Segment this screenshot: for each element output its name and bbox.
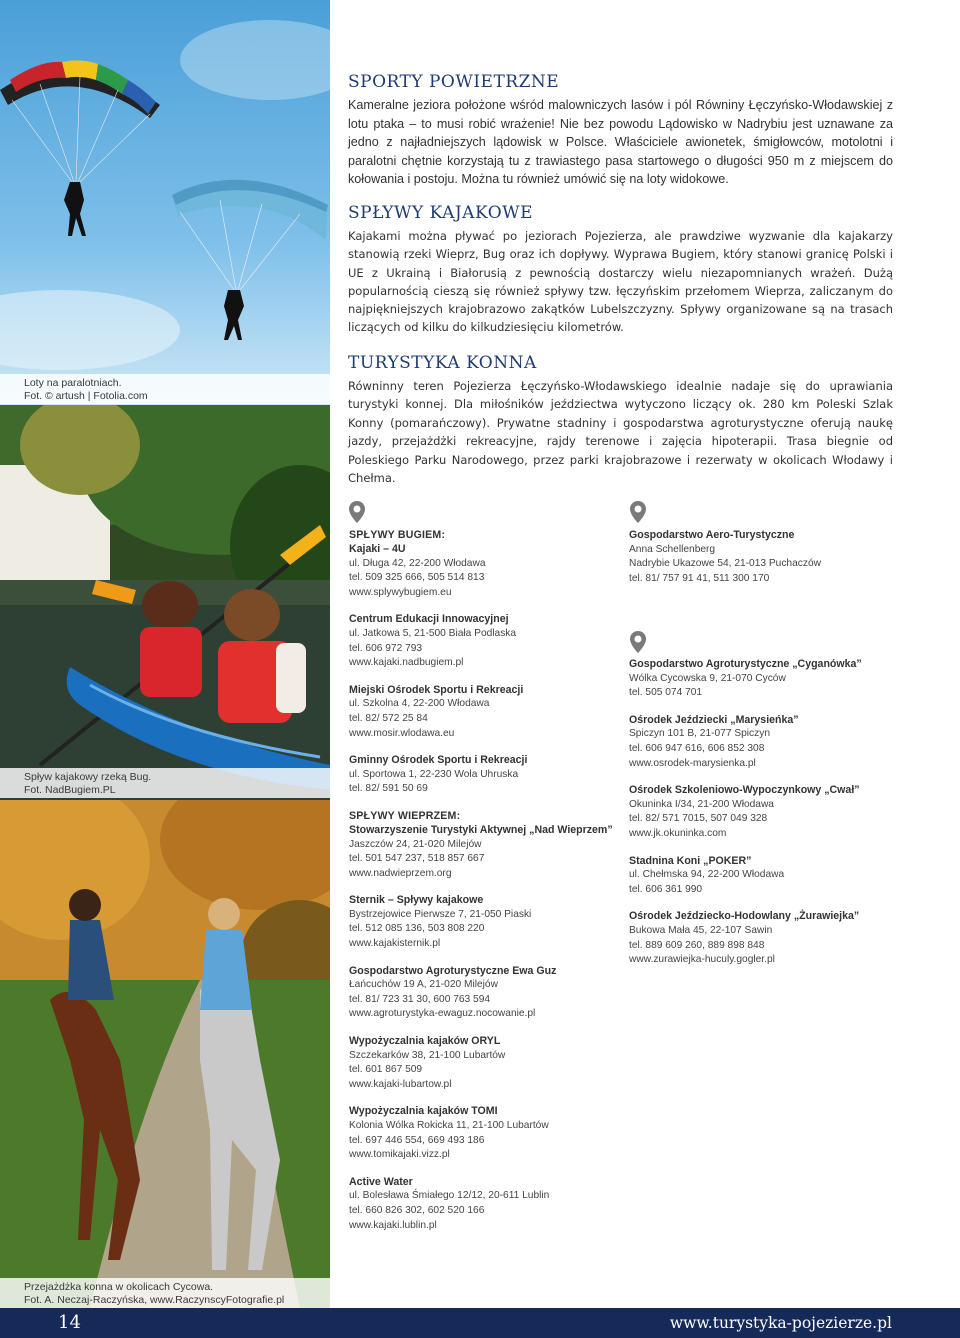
section-body: Kameralne jeziora położone wśród malowniczych lasów i pól Równiny Łęczyńsko-Włodawskiej z lotu ptaka – to musi robić wrażenie! Nie bez powodu Lądowisko w Nadrybiu jest uznawane za jedno z najładniejszych lądowisk w Polsce. Właściciele awionetek, śmigłowców, motolotni i paralotni chętnie korzystają tu z trawiastego pasa startowego o długości 950 m z miejscem do kołowania i postoju. Można tu również umówić się na loty widokowe. <box>348 98 893 187</box>
listing-entry <box>629 783 899 841</box>
listing-detail: tel. 82/ 571 7015, 507 049 328 <box>629 813 768 825</box>
listing-entry <box>629 528 899 586</box>
listing-name: Wypożyczalnia kajaków TOMI <box>349 1105 498 1118</box>
listing-detail: ul. Szkolna 4, 22-200 Włodawa <box>349 698 490 710</box>
listing-detail: Jaszczów 24, 21-020 Milejów <box>349 838 482 850</box>
listing-detail: Wólka Cycowska 9, 21-070 Cyców <box>629 672 786 684</box>
listing-entry <box>629 909 899 967</box>
listing-detail: Spiczyn 101 B, 21-077 Spiczyn <box>629 728 771 740</box>
listing-detail: ul. Długa 42, 22-200 Włodawa <box>349 557 486 569</box>
listing-category: SPŁYWY BUGIEM: <box>349 529 446 541</box>
listing-name: Gminny Ośrodek Sportu i Rekreacji <box>349 754 528 767</box>
listing-name: Gospodarstwo Agroturystyczne „Cyganówka” <box>629 658 862 670</box>
website-link[interactable]: www.turystyka-pojezierze.pl <box>669 1314 892 1332</box>
listing-detail: tel. 606 947 616, 606 852 308 <box>629 742 765 754</box>
listing-name: Active Water <box>349 1175 413 1188</box>
listing-detail: tel. 606 972 793 <box>349 642 423 654</box>
section-air-sports <box>348 72 893 189</box>
listing-website-link[interactable]: www.zurawiejka-huculy.gogler.pl <box>629 954 775 966</box>
listing-detail: tel. 697 446 554, 669 493 186 <box>349 1134 485 1146</box>
listing-detail: tel. 82/ 572 25 84 <box>349 712 428 724</box>
section-kayaking <box>348 203 893 337</box>
listing-name: Ośrodek Jeździecki „Marysieńka” <box>629 713 799 726</box>
listing-website-link[interactable]: www.splywybugiem.eu <box>349 586 452 598</box>
section-title: SPŁYWY KAJAKOWE <box>348 203 534 223</box>
listing-detail: tel. 81/ 723 31 30, 600 763 594 <box>349 993 491 1005</box>
listing-detail: tel. 81/ 757 91 41, 511 300 170 <box>629 572 770 584</box>
location-pin-icon <box>348 500 366 524</box>
listing-detail: tel. 660 826 302, 602 520 166 <box>349 1204 485 1216</box>
caption-line: Spływ kajakowy rzeką Bug. <box>24 771 152 783</box>
listing-detail: tel. 82/ 591 50 69 <box>349 783 428 795</box>
listing-website-link[interactable]: www.agroturystyka-ewaguz.nocowanie.pl <box>349 1008 536 1020</box>
location-pin-icon <box>629 630 647 654</box>
page-footer <box>0 1308 960 1338</box>
listing-entry <box>349 1104 619 1162</box>
photo-caption-paragliding <box>0 374 330 404</box>
listing-entry <box>629 713 899 771</box>
horse-riding-photo <box>0 800 330 1308</box>
listing-detail: ul. Chełmska 94, 22-200 Włodawa <box>629 869 785 881</box>
caption-credit: Fot. © artush | Fotolia.com <box>24 390 148 402</box>
listing-name: Sternik – Spływy kajakowe <box>349 894 484 907</box>
listing-detail: Nadrybie Ukazowe 54, 21-013 Puchaczów <box>629 558 821 570</box>
caption-line: Przejażdżka konna w okolicach Cycowa. <box>24 1281 214 1293</box>
listing-entry <box>349 1034 619 1092</box>
listing-detail: Okuninka I/34, 21-200 Włodawa <box>629 798 774 810</box>
listing-detail: tel. 501 547 237, 518 857 667 <box>349 853 485 865</box>
listing-detail: Anna Schellenberg <box>629 543 716 555</box>
listing-detail: ul. Sportowa 1, 22-230 Wola Uhruska <box>349 768 519 780</box>
listing-entry <box>629 657 899 701</box>
listing-detail: ul. Jatkowa 5, 21-500 Biała Podlaska <box>349 627 517 639</box>
kayak-rental-listings <box>349 528 619 1245</box>
listing-detail: tel. 601 867 509 <box>349 1064 423 1076</box>
listing-detail: ul. Bolesława Śmiałego 12/12, 20-611 Lublin <box>349 1190 550 1202</box>
listing-name: Ośrodek Szkoleniowo-Wypoczynkowy „Cwał” <box>629 784 860 797</box>
section-body: Kajakami można pływać po jeziorach Pojezierza, ale prawdziwe wyzwanie dla kajakarzy stanowią rzeki Wieprz, Bug oraz ich dopływy. Wyprawa Bugiem, który stanowi granicę Polski i UE z Ukrainą i Białorusią z pewnością dostarczy wielu niezapomnianych wrażeń. Dużą popularnością cieszą się również spływy tzw. łęczyńskim przełomem Wieprza, zaliczanym do najpiękniejszych krajobrazowo zakątków Lubelszczyzny. Spływy organizowane są na trasach liczących od kilku do kilkudziesięciu kilometrów. <box>348 229 893 335</box>
listing-entry <box>349 964 619 1022</box>
listing-name: Ośrodek Jeździecko-Hodowlany „Żurawiejka” <box>629 910 860 923</box>
listing-entry <box>349 683 619 741</box>
listing-website-link[interactable]: www.kajaki.lublin.pl <box>349 1219 437 1231</box>
listing-detail: Kolonia Wólka Rokicka 11, 21-100 Lubartów <box>349 1120 549 1131</box>
listing-name: Gospodarstwo Aero-Turystyczne <box>629 529 795 541</box>
listing-entry <box>349 753 619 797</box>
listing-entry <box>349 1175 619 1233</box>
photo-caption-kayaking <box>0 768 330 798</box>
listing-detail: tel. 889 609 260, 889 898 848 <box>629 939 765 951</box>
listing-detail: tel. 505 074 701 <box>629 687 703 699</box>
listing-detail: tel. 509 325 666, 505 514 813 <box>349 572 485 584</box>
listing-name: Stadnina Koni „POKER” <box>629 854 752 867</box>
section-title: SPORTY POWIETRZNE <box>348 72 560 92</box>
listing-entry <box>349 612 619 670</box>
listing-entry <box>349 809 619 881</box>
page-number: 14 <box>58 1312 81 1333</box>
listing-website-link[interactable]: www.kajaki-lubartow.pl <box>349 1078 452 1090</box>
listing-detail: Szczekarków 38, 21-100 Lubartów <box>349 1049 506 1061</box>
listing-name: Miejski Ośrodek Sportu i Rekreacji <box>349 683 524 696</box>
kayaking-photo <box>0 405 330 800</box>
section-body: Równinny teren Pojezierza Łęczyńsko-Włodawskiego idealnie nadaje się do uprawiania turystyki konnej. Dla miłośników jeździectwa wytyczono liczący ok. 280 km Poleski Szlak Konny (pomarańczowy). Prywatne stadniny i gospodarstwa agroturystyczne oferują naukę jazdy, przejażdżki rekreacyjne, rajdy terenowe i zajęcia hipoterapii. Trasa biegnie od Poleskiego Parku Narodowego, przez parki krajobrazowe i rezerwaty w okolicach Włodawy i Chełma. <box>348 379 893 486</box>
listing-name: Wypożyczalnia kajaków ORYL <box>349 1035 501 1048</box>
paragliding-photo <box>0 0 330 405</box>
listing-name: Stowarzyszenie Turystyki Aktywnej „Nad Wieprzem” <box>349 823 613 836</box>
listing-entry <box>349 893 619 951</box>
listing-detail: Łańcuchów 19 A, 21-020 Milejów <box>349 979 498 991</box>
caption-credit: Fot. NadBugiem.PL <box>24 784 116 796</box>
horse-riding-listings <box>629 657 899 980</box>
location-pin-icon <box>629 500 647 524</box>
listing-website-link[interactable]: www.mosir.wlodawa.eu <box>349 727 455 739</box>
listing-website-link[interactable]: www.kajaki.nadbugiem.pl <box>349 657 464 669</box>
listing-website-link[interactable]: www.jk.okuninka.com <box>629 827 727 839</box>
listing-category: SPŁYWY WIEPRZEM: <box>349 809 461 822</box>
listing-name: Gospodarstwo Agroturystyczne Ewa Guz <box>349 964 557 977</box>
listing-website-link[interactable]: www.kajakisternik.pl <box>349 938 441 950</box>
listing-detail: Bukowa Mała 45, 22-107 Sawin <box>629 924 773 936</box>
section-horse-tourism <box>348 353 893 487</box>
listing-detail: Bystrzejowice Pierwsze 7, 21-050 Piaski <box>349 908 532 920</box>
section-title: TURYSTYKA KONNA <box>348 353 537 373</box>
aero-listings <box>629 528 899 598</box>
listing-website-link[interactable]: www.nadwieprzem.org <box>349 867 452 879</box>
listing-detail: tel. 606 361 990 <box>629 883 703 895</box>
listing-name: Kajaki – 4U <box>349 543 406 555</box>
listing-website-link[interactable]: www.osrodek-marysienka.pl <box>629 757 756 769</box>
listing-detail: tel. 512 085 136, 503 808 220 <box>349 923 485 935</box>
listing-name: Centrum Edukacji Innowacyjnej <box>349 613 509 626</box>
listing-website-link[interactable]: www.tomikajaki.vizz.pl <box>349 1149 450 1161</box>
caption-line: Loty na paralotniach. <box>24 377 122 389</box>
listing-entry <box>349 528 619 600</box>
listing-entry <box>629 854 899 898</box>
caption-credit: Fot. A. Neczaj-Raczyńska, www.RaczynscyFotografie.pl <box>24 1294 285 1306</box>
photo-caption-horse-riding <box>0 1278 330 1308</box>
